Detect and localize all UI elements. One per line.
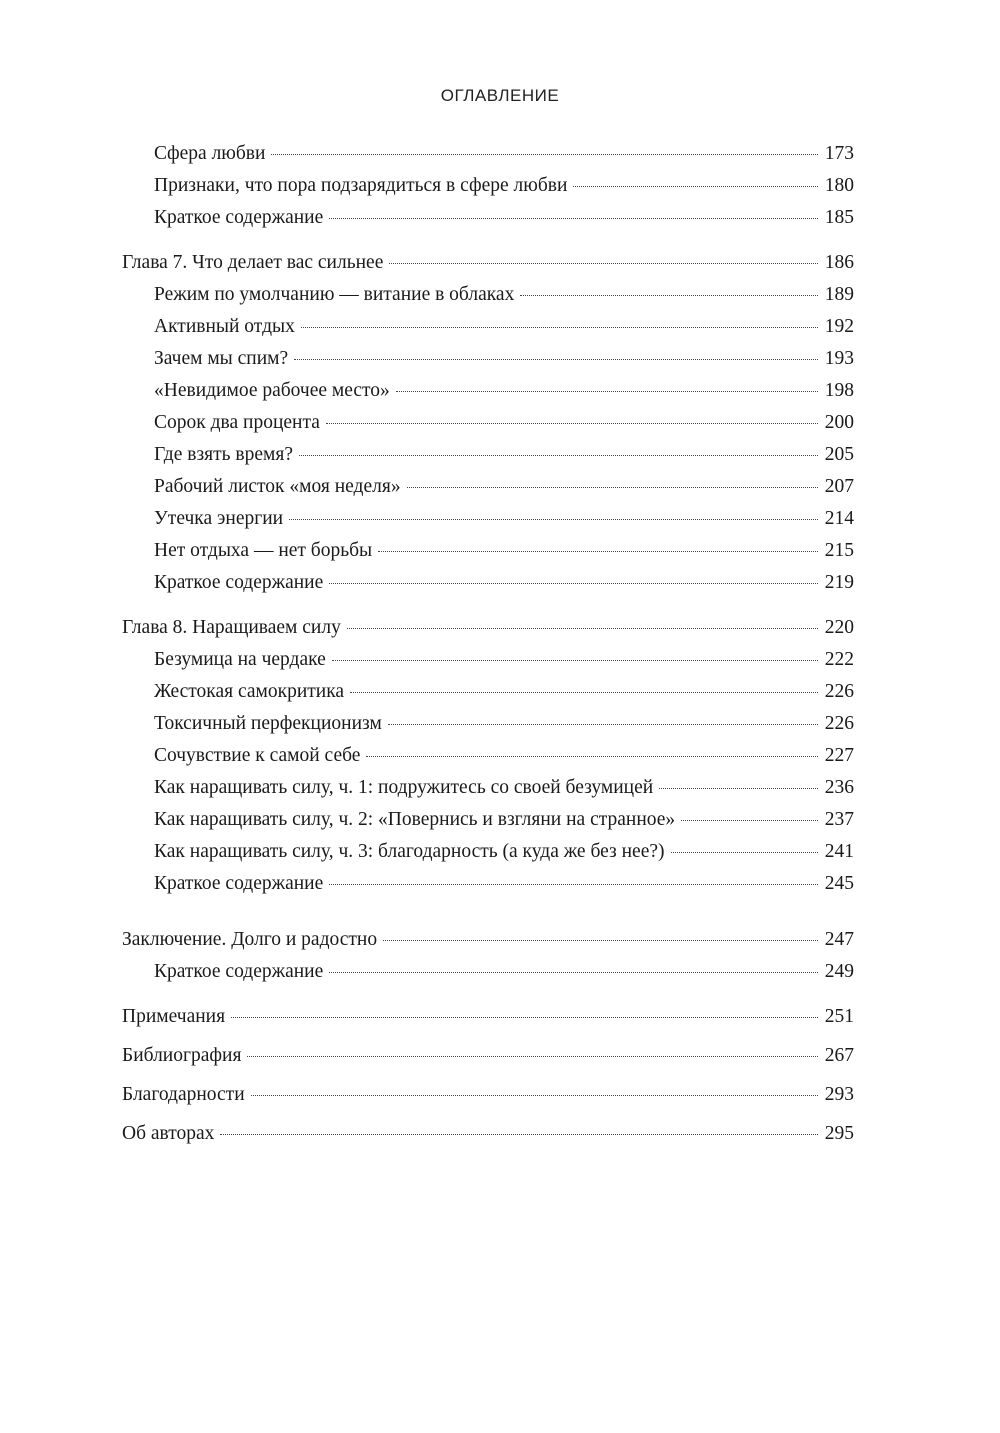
toc-chapter-page: 220 xyxy=(824,617,854,638)
toc-entry-page: 214 xyxy=(824,508,854,529)
dot-leader xyxy=(231,1016,818,1018)
dot-leader xyxy=(389,262,818,264)
toc-entry-title: Зачем мы спим? xyxy=(154,348,289,369)
toc-entry-page: 215 xyxy=(824,540,854,561)
toc-entry-title: Признаки, что пора подзарядиться в сфере любви xyxy=(154,175,568,196)
dot-leader xyxy=(294,358,818,360)
dot-leader xyxy=(289,518,818,520)
toc-conclusion xyxy=(122,924,854,956)
toc-entry-page: 249 xyxy=(824,961,854,982)
toc-entry-title: Краткое содержание xyxy=(154,207,324,228)
dot-leader xyxy=(388,723,818,725)
toc-entry-title: Режим по умолчанию — витание в облаках xyxy=(154,284,515,305)
toc-entry-title: «Невидимое рабочее место» xyxy=(154,380,390,401)
dot-leader xyxy=(681,819,818,821)
toc-chapter-page: 295 xyxy=(824,1123,854,1144)
toc-entry-page: 226 xyxy=(824,681,854,702)
dot-leader xyxy=(247,1055,818,1057)
toc-entry-page: 237 xyxy=(824,809,854,830)
toc-back-matter-authors xyxy=(122,1118,854,1150)
toc-entry-title: Краткое содержание xyxy=(154,873,324,894)
table-of-contents xyxy=(122,138,854,1150)
dot-leader xyxy=(332,659,818,661)
toc-entry-page: 227 xyxy=(824,745,854,766)
toc-entry xyxy=(122,836,854,868)
dot-leader xyxy=(659,787,818,789)
toc-entry-page: 192 xyxy=(824,316,854,337)
toc-chapter-title: Благодарности xyxy=(122,1084,245,1105)
toc-entry-page: 185 xyxy=(824,207,854,228)
toc-entry xyxy=(122,503,854,535)
toc-entry-page: 193 xyxy=(824,348,854,369)
toc-entry xyxy=(122,343,854,375)
toc-entry xyxy=(122,202,854,234)
toc-entry-title: Безумица на чердаке xyxy=(154,649,326,670)
toc-entry xyxy=(122,644,854,676)
toc-chapter-7 xyxy=(122,247,854,279)
toc-entry xyxy=(122,407,854,439)
toc-entry-title: Жестокая самокритика xyxy=(154,681,345,702)
dot-leader xyxy=(671,851,819,853)
toc-entry-page: 236 xyxy=(824,777,854,798)
toc-entry xyxy=(122,956,854,988)
toc-entry-title: Как наращивать силу, ч. 2: «Повернись и взгляни на странное» xyxy=(154,809,676,830)
toc-back-matter-notes xyxy=(122,1001,854,1033)
toc-entry-title: Как наращивать силу, ч. 3: благодарность (а куда же без нее?) xyxy=(154,841,665,862)
dot-leader xyxy=(329,883,818,885)
toc-entry xyxy=(122,311,854,343)
dot-leader xyxy=(378,550,818,552)
toc-entry xyxy=(122,439,854,471)
toc-chapter-page: 293 xyxy=(824,1084,854,1105)
toc-entry-page: 226 xyxy=(824,713,854,734)
toc-entry-title: Где взять время? xyxy=(154,444,294,465)
toc-chapter-title: Библиография xyxy=(122,1045,242,1066)
toc-entry-title: Активный отдых xyxy=(154,316,295,337)
toc-entry xyxy=(122,868,854,900)
dot-leader xyxy=(220,1133,818,1135)
toc-entry-page: 219 xyxy=(824,572,854,593)
toc-entry xyxy=(122,567,854,599)
toc-entry-title: Сочувствие к самой себе xyxy=(154,745,361,766)
toc-entry-page: 189 xyxy=(824,284,854,305)
toc-chapter-title: Глава 7. Что делает вас сильнее xyxy=(122,252,384,273)
toc-entry-title: Сфера любви xyxy=(154,143,266,164)
toc-entry-title: Краткое содержание xyxy=(154,961,324,982)
toc-entry-page: 205 xyxy=(824,444,854,465)
toc-entry xyxy=(122,804,854,836)
toc-chapter-title: Глава 8. Наращиваем силу xyxy=(122,617,341,638)
toc-entry xyxy=(122,279,854,311)
toc-entry xyxy=(122,535,854,567)
dot-leader xyxy=(520,294,818,296)
toc-entry xyxy=(122,471,854,503)
toc-entry-title: Токсичный перфекционизм xyxy=(154,713,382,734)
toc-entry-title: Краткое содержание xyxy=(154,572,324,593)
toc-chapter-page: 251 xyxy=(824,1006,854,1027)
toc-entry xyxy=(122,676,854,708)
dot-leader xyxy=(396,390,818,392)
toc-entry-title: Утечка энергии xyxy=(154,508,284,529)
dot-leader xyxy=(383,939,818,941)
toc-entry-page: 200 xyxy=(824,412,854,433)
toc-entry xyxy=(122,772,854,804)
dot-leader xyxy=(251,1094,818,1096)
toc-entry-page: 198 xyxy=(824,380,854,401)
toc-entry xyxy=(122,740,854,772)
toc-chapter-page: 267 xyxy=(824,1045,854,1066)
toc-entry xyxy=(122,138,854,170)
toc-entry-title: Сорок два процента xyxy=(154,412,320,433)
toc-chapter-8 xyxy=(122,612,854,644)
toc-entry-title: Нет отдыха — нет борьбы xyxy=(154,540,373,561)
dot-leader xyxy=(301,326,818,328)
toc-chapter-title: Заключение. Долго и радостно xyxy=(122,929,378,950)
toc-entry-page: 241 xyxy=(824,841,854,862)
dot-leader xyxy=(407,486,818,488)
toc-entry-page: 222 xyxy=(824,649,854,670)
toc-entry-page: 207 xyxy=(824,476,854,497)
toc-back-matter-acknowledgements xyxy=(122,1079,854,1111)
toc-entry-page: 180 xyxy=(824,175,854,196)
toc-entry-page: 173 xyxy=(824,143,854,164)
dot-leader xyxy=(573,185,818,187)
toc-chapter-title: Об авторах xyxy=(122,1123,215,1144)
dot-leader xyxy=(350,691,818,693)
page-title: ОГЛАВЛЕНИЕ xyxy=(440,86,560,105)
toc-chapter-title: Примечания xyxy=(122,1006,226,1027)
dot-leader xyxy=(326,422,818,424)
toc-chapter-page: 247 xyxy=(824,929,854,950)
dot-leader xyxy=(271,153,818,155)
dot-leader xyxy=(299,454,818,456)
toc-back-matter-bibliography xyxy=(122,1040,854,1072)
dot-leader xyxy=(329,971,818,973)
toc-chapter-page: 186 xyxy=(824,252,854,273)
toc-entry xyxy=(122,375,854,407)
toc-entry xyxy=(122,708,854,740)
toc-entry xyxy=(122,170,854,202)
dot-leader xyxy=(329,582,818,584)
toc-entry-title: Рабочий листок «моя неделя» xyxy=(154,476,401,497)
toc-entry-page: 245 xyxy=(824,873,854,894)
dot-leader xyxy=(347,627,818,629)
toc-entry-title: Как наращивать силу, ч. 1: подружитесь со своей безумицей xyxy=(154,777,654,798)
dot-leader xyxy=(366,755,818,757)
dot-leader xyxy=(329,217,818,219)
